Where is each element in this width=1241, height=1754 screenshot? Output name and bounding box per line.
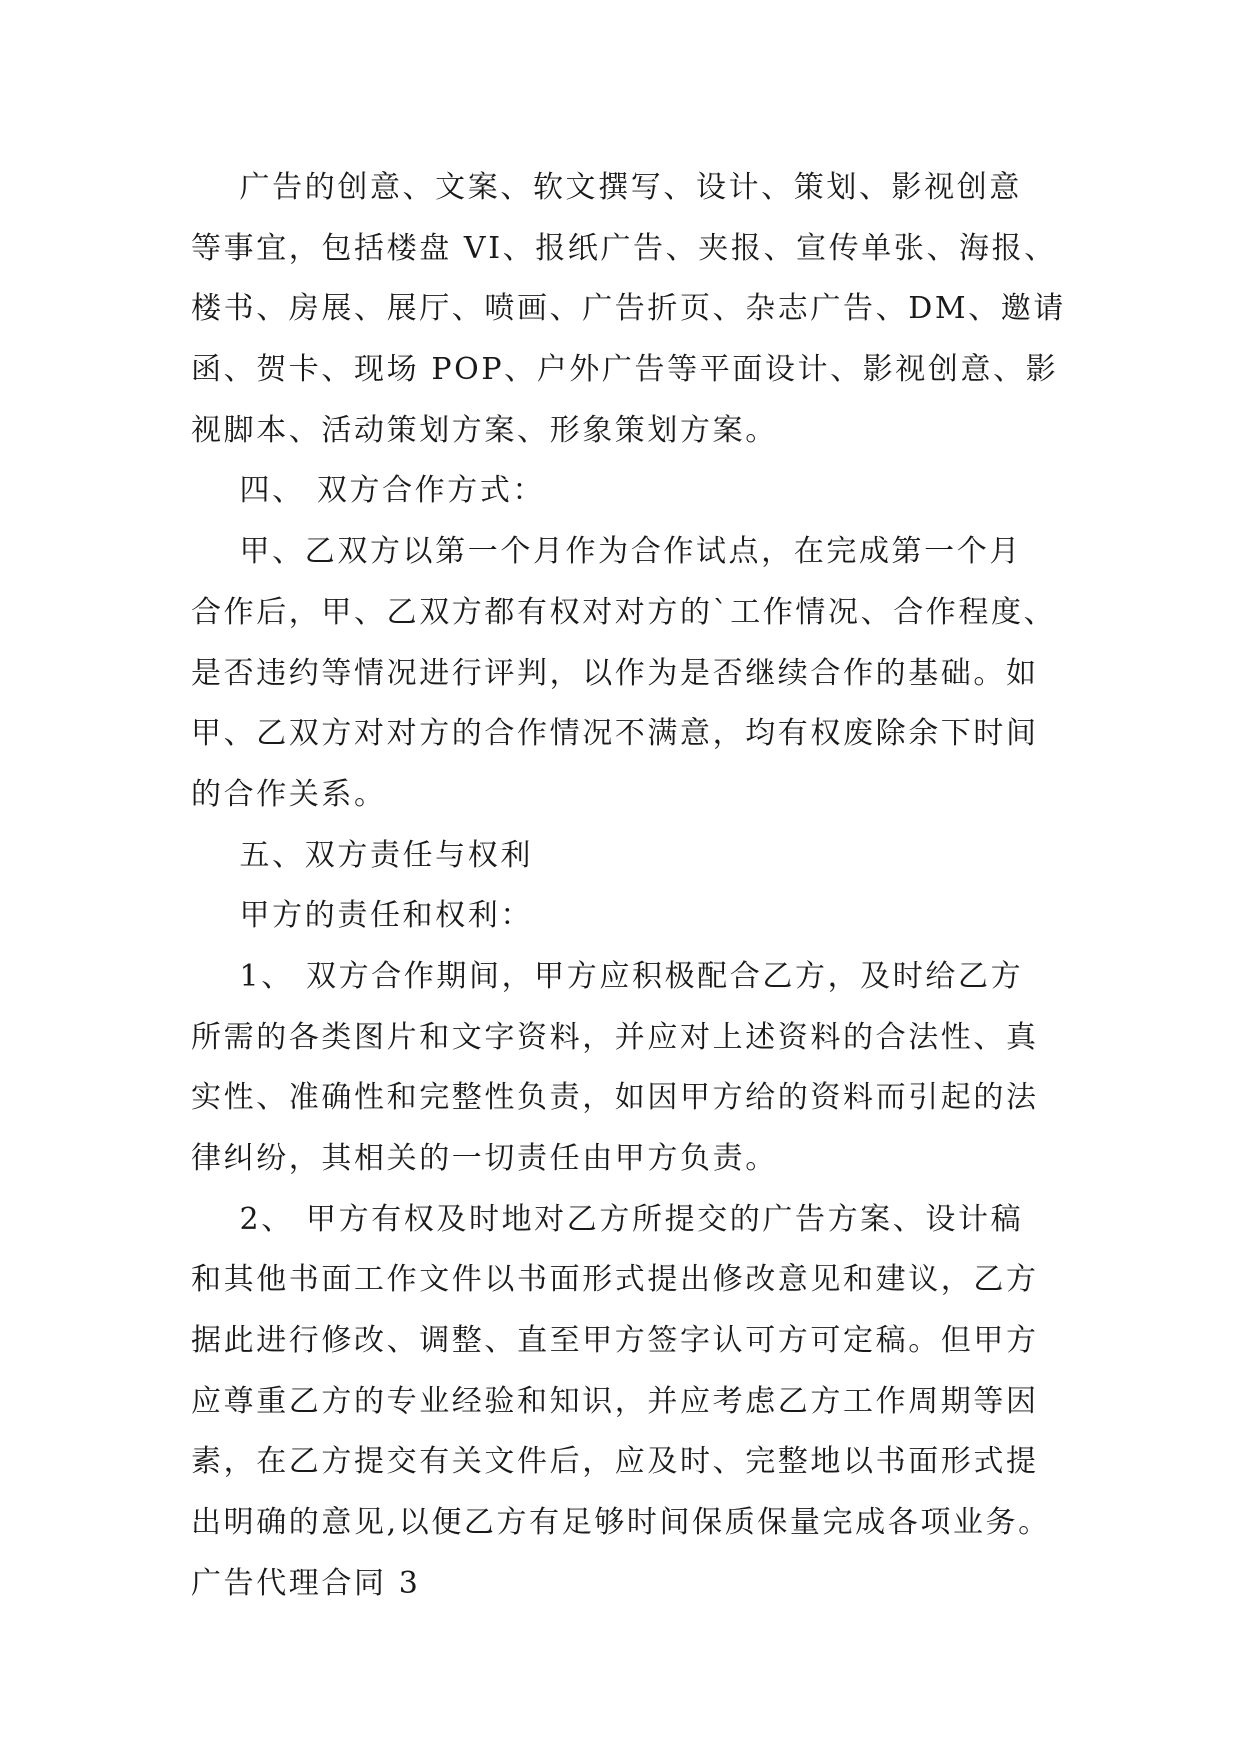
text-line: 的合作关系。 (191, 776, 387, 812)
text-line: 等事宜，包括楼盘 VI、报纸广告、夹报、宣传单张、海报、 (191, 230, 1057, 266)
document-body (191, 158, 1066, 1615)
section-heading: 四、 双方合作方式： (191, 473, 546, 509)
text-line: 出明确的意见,以便乙方有足够时间保质保量完成各项业务。 (191, 1505, 1051, 1541)
text-line: 实性、准确性和完整性负责，如因甲方给的资料而引起的法 (191, 1080, 1039, 1116)
text-line: 据此进行修改、调整、直至甲方签字认可方可定稿。但甲方 (191, 1323, 1039, 1359)
text-line: 2、 甲方有权及时地对乙方所提交的广告方案、设计稿 (191, 1201, 1024, 1237)
text-line: 和其他书面工作文件以书面形式提出修改意见和建议，乙方 (191, 1262, 1039, 1298)
text-line: 所需的各类图片和文字资料，并应对上述资料的合法性、真 (191, 1019, 1039, 1055)
text-line: 函、贺卡、现场 POP、户外广告等平面设计、影视创意、影 (191, 352, 1059, 388)
text-line: 广告的创意、文案、软文撰写、设计、策划、影视创意 (191, 170, 1022, 205)
text-line: 1、 双方合作期间，甲方应积极配合乙方，及时给乙方 (191, 958, 1024, 994)
text-line: 甲、乙双方对对方的合作情况不满意，均有权废除余下时间 (191, 716, 1039, 752)
subsection-heading: 甲方的责任和权利： (191, 898, 533, 934)
text-line: 合作后，甲、乙双方都有权对对方的`工作情况、合作程度、 (191, 594, 1057, 630)
text-line: 甲、乙双方以第一个月作为合作试点，在完成第一个月 (191, 534, 1022, 570)
text-line: 是否违约等情况进行评判，以作为是否继续合作的基础。如 (191, 655, 1039, 691)
text-line: 楼书、房展、展厅、喷画、广告折页、杂志广告、DM、邀请 (191, 291, 1066, 327)
text-line: 素，在乙方提交有关文件后，应及时、完整地以书面形式提 (191, 1444, 1039, 1480)
section-heading: 五、双方责任与权利 (191, 837, 533, 873)
document-title-line: 广告代理合同 3 (191, 1565, 421, 1601)
text-line: 律纠纷，其相关的一切责任由甲方负责。 (191, 1141, 778, 1176)
text-line: 视脚本、活动策划方案、形象策划方案。 (191, 412, 778, 448)
text-line: 应尊重乙方的专业经验和知识，并应考虑乙方工作周期等因 (191, 1383, 1039, 1419)
